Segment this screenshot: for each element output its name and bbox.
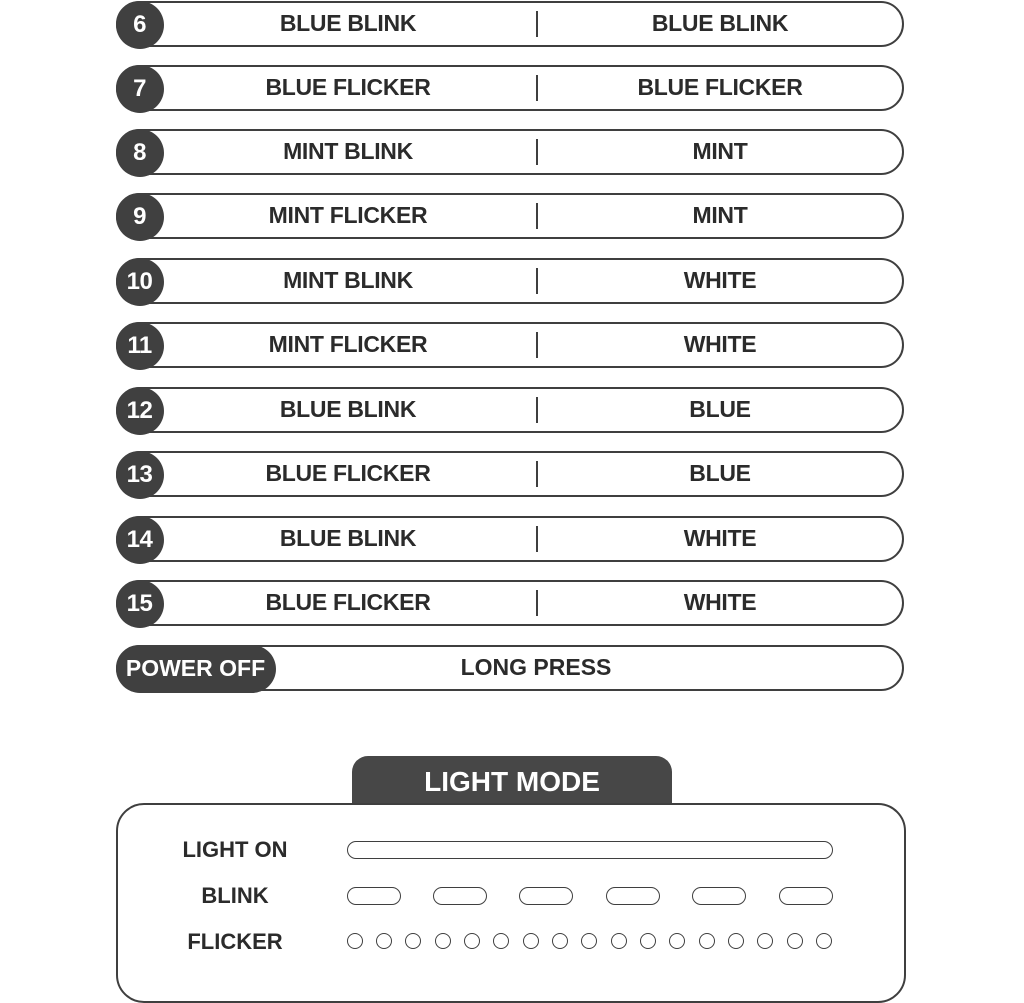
- blink-indicator: [433, 887, 487, 905]
- light-on-label: LIGHT ON: [182, 837, 288, 862]
- pattern-right: MINT: [692, 138, 748, 164]
- flicker-indicator: [728, 933, 744, 949]
- pattern-left: BLUE FLICKER: [265, 460, 431, 486]
- flicker-indicator: [376, 933, 392, 949]
- mode-row-15: [116, 580, 904, 626]
- mode-row-6: [116, 1, 904, 47]
- pattern-right: BLUE FLICKER: [637, 74, 803, 100]
- flicker-indicator: [757, 933, 773, 949]
- pattern-left: BLUE BLINK: [279, 396, 417, 422]
- mode-number-badge: 8: [116, 129, 164, 177]
- pattern-left: BLUE BLINK: [279, 10, 417, 36]
- mode-number-badge: 10: [116, 258, 164, 306]
- mode-row-8: [116, 129, 904, 175]
- mode-row-11: [116, 322, 904, 368]
- mode-number-badge: 11: [116, 322, 164, 370]
- pattern-right: BLUE: [689, 460, 751, 486]
- mode-row-10: [116, 258, 904, 304]
- mode-row-7: [116, 65, 904, 111]
- light-mode-title: LIGHT MODE: [352, 756, 672, 808]
- power-off-row: [116, 645, 904, 691]
- flicker-indicator: [640, 933, 656, 949]
- mode-number-badge: 6: [116, 1, 164, 49]
- light-on-indicator: [347, 841, 833, 859]
- pattern-left: BLUE BLINK: [279, 525, 417, 551]
- flicker-label: FLICKER: [187, 929, 283, 954]
- pattern-left: MINT FLICKER: [268, 331, 428, 357]
- power-off-action: LONG PRESS: [460, 654, 612, 680]
- blink-label: BLINK: [201, 883, 269, 908]
- flicker-indicator: [581, 933, 597, 949]
- blink-indicator: [779, 887, 833, 905]
- pattern-right: WHITE: [683, 525, 757, 551]
- pattern-right: MINT: [692, 202, 748, 228]
- flicker-indicator: [405, 933, 421, 949]
- pattern-left: MINT BLINK: [283, 267, 413, 293]
- pattern-left: MINT FLICKER: [268, 202, 428, 228]
- mode-row-12: [116, 387, 904, 433]
- pattern-right: WHITE: [683, 331, 757, 357]
- power-off-badge: POWER OFF: [116, 645, 276, 693]
- flicker-indicator: [669, 933, 685, 949]
- pattern-right: WHITE: [683, 589, 757, 615]
- blink-indicator: [519, 887, 573, 905]
- pattern-right: WHITE: [683, 267, 757, 293]
- pattern-left: MINT BLINK: [283, 138, 413, 164]
- pattern-right: BLUE BLINK: [651, 10, 789, 36]
- pattern-left: BLUE FLICKER: [265, 589, 431, 615]
- mode-number-badge: 15: [116, 580, 164, 628]
- mode-row-9: [116, 193, 904, 239]
- mode-number-badge: 13: [116, 451, 164, 499]
- mode-number-badge: 9: [116, 193, 164, 241]
- mode-number-badge: 14: [116, 516, 164, 564]
- mode-number-badge: 12: [116, 387, 164, 435]
- flicker-indicator: [816, 933, 832, 949]
- mode-row-13: [116, 451, 904, 497]
- flicker-indicator: [523, 933, 539, 949]
- flicker-indicator: [699, 933, 715, 949]
- flicker-indicator: [787, 933, 803, 949]
- blink-indicator: [347, 887, 401, 905]
- pattern-left: BLUE FLICKER: [265, 74, 431, 100]
- flicker-indicator: [493, 933, 509, 949]
- mode-number-badge: 7: [116, 65, 164, 113]
- flicker-indicator: [611, 933, 627, 949]
- flicker-indicator: [435, 933, 451, 949]
- pattern-right: BLUE: [689, 396, 751, 422]
- flicker-indicator: [347, 933, 363, 949]
- flicker-indicator: [552, 933, 568, 949]
- blink-indicator: [692, 887, 746, 905]
- mode-row-14: [116, 516, 904, 562]
- flicker-indicator: [464, 933, 480, 949]
- blink-indicator: [606, 887, 660, 905]
